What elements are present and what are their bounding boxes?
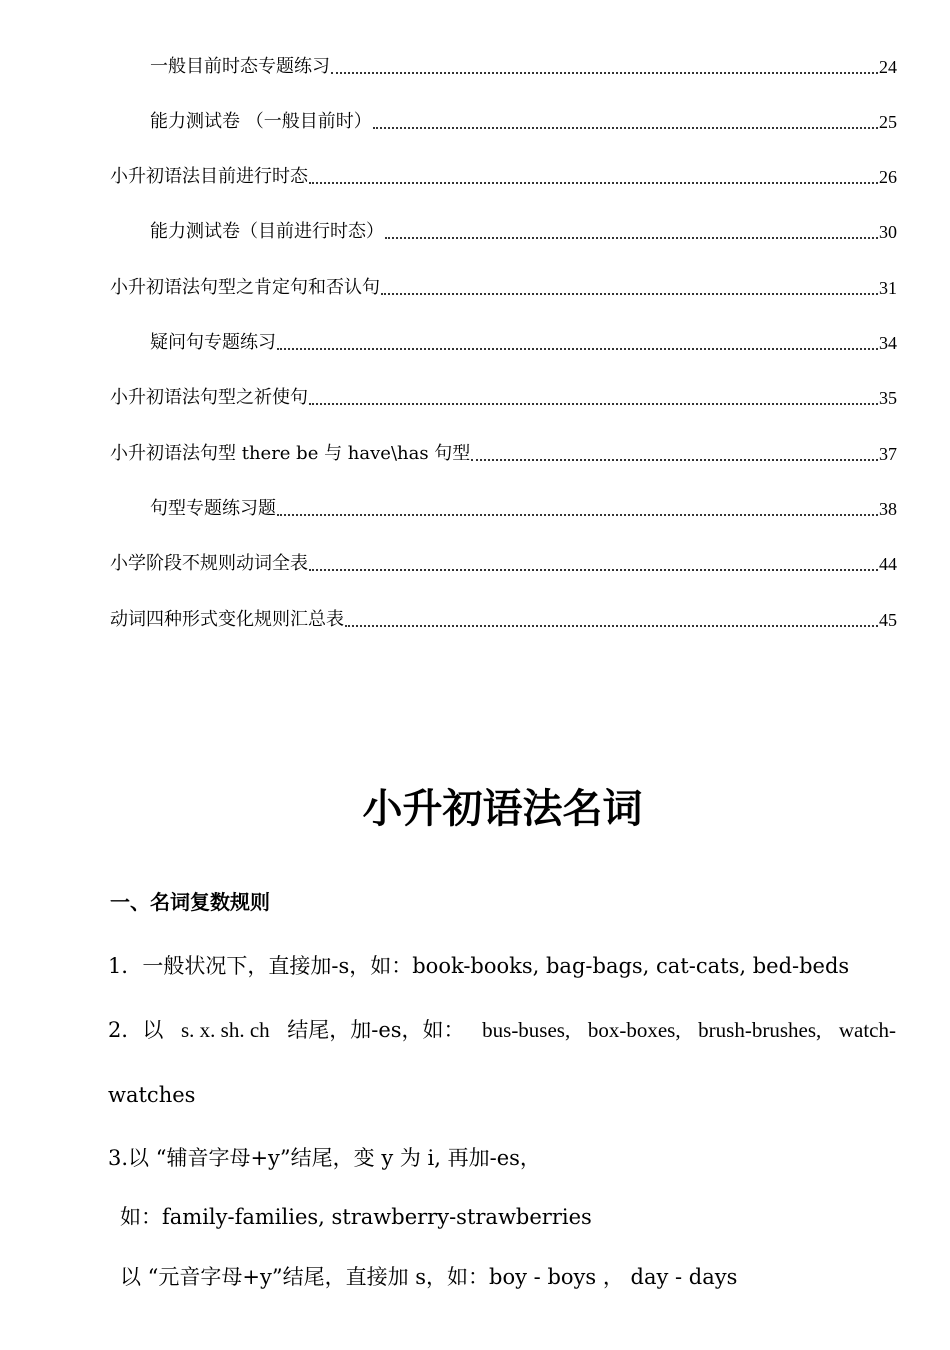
toc-entry[interactable]	[150, 217, 897, 243]
rule-2-word: brush-brushes,	[698, 1018, 822, 1042]
rule-1-text: 1．一般状况下，直接加-s，如：book-books, bag-bags, cat-cats, bed-beds	[108, 954, 850, 978]
toc-entry-page: 34	[879, 333, 897, 353]
toc-entry-title: 能力测试卷 （一般目前时）	[150, 111, 372, 132]
toc-entry-title: 小升初语法句型之肯定句和否认句	[110, 277, 380, 298]
toc-leader-dots	[309, 403, 878, 405]
toc-entry-title: 能力测试卷（目前进行时态）	[150, 221, 384, 242]
rule-2-word: bus-buses,	[482, 1018, 571, 1042]
toc-entry[interactable]	[150, 494, 897, 520]
toc-entry-page: 45	[879, 610, 897, 630]
section-heading: 一、名词复数规则	[110, 890, 270, 914]
toc-entry-title: 一般目前时态专题练习	[150, 56, 330, 77]
toc-entry[interactable]	[150, 107, 897, 133]
toc-entry[interactable]	[110, 273, 897, 299]
toc-leader-dots	[373, 127, 878, 129]
toc-entry-page: 31	[879, 278, 897, 298]
rule-2-word: 结尾，加-es，如：	[287, 1018, 465, 1042]
toc-entry-title: 小升初语法句型 there be 与 have\has 句型	[110, 443, 471, 464]
toc-leader-dots	[277, 514, 878, 516]
toc-entry-page: 44	[879, 554, 897, 574]
toc-leader-dots	[471, 459, 878, 461]
toc-entry-page: 35	[879, 388, 897, 408]
toc-entry[interactable]	[110, 162, 897, 188]
toc-entry-page: 30	[879, 222, 897, 242]
toc-leader-dots	[277, 348, 878, 350]
toc-leader-dots	[385, 237, 878, 239]
toc-entry-title: 句型专题练习题	[150, 498, 276, 519]
toc-entry-page: 37	[879, 444, 897, 464]
chapter-title: 小升初语法名词	[362, 786, 643, 832]
toc-entry[interactable]	[110, 605, 897, 631]
rule-2-text	[108, 1015, 896, 1045]
toc-entry[interactable]	[110, 439, 897, 465]
toc-leader-dots	[309, 182, 878, 184]
toc-entry-page: 24	[879, 57, 897, 77]
rule-2-word: box-boxes,	[587, 1018, 681, 1042]
rule-2-word: s. x. sh. ch	[180, 1018, 270, 1042]
toc-entry[interactable]	[150, 328, 897, 354]
rule-2-continuation: watches	[108, 1083, 196, 1107]
rule-2-word: watch-	[838, 1018, 896, 1042]
toc-leader-dots	[381, 293, 878, 295]
toc-entry-page: 38	[879, 499, 897, 519]
rule-2-word: 2．以	[108, 1018, 164, 1042]
toc-entry-page: 26	[879, 167, 897, 187]
toc-entry[interactable]	[110, 383, 897, 409]
toc-entry-title: 小学阶段不规则动词全表	[110, 553, 308, 574]
rule-3-vowel-y: 以 “元音字母+y”结尾，直接加 s，如：boy - boys ， day - days	[120, 1265, 738, 1289]
rule-3-text: 3.以 “辅音字母+y”结尾，变 y 为 i, 再加-es，	[108, 1146, 541, 1170]
toc-entry-title: 动词四种形式变化规则汇总表	[110, 609, 344, 630]
toc-entry-title: 小升初语法句型之祈使句	[110, 387, 308, 408]
toc-entry-title: 疑问句专题练习	[150, 332, 276, 353]
toc-leader-dots	[331, 72, 878, 74]
rule-3-example: 如：family-families, strawberry-strawberries	[120, 1205, 592, 1229]
toc-entry-title: 小升初语法目前进行时态	[110, 166, 308, 187]
toc-leader-dots	[309, 569, 878, 571]
toc-entry-page: 25	[879, 112, 897, 132]
toc-entry[interactable]	[150, 52, 897, 78]
toc-leader-dots	[345, 625, 878, 627]
toc-entry[interactable]	[110, 549, 897, 575]
